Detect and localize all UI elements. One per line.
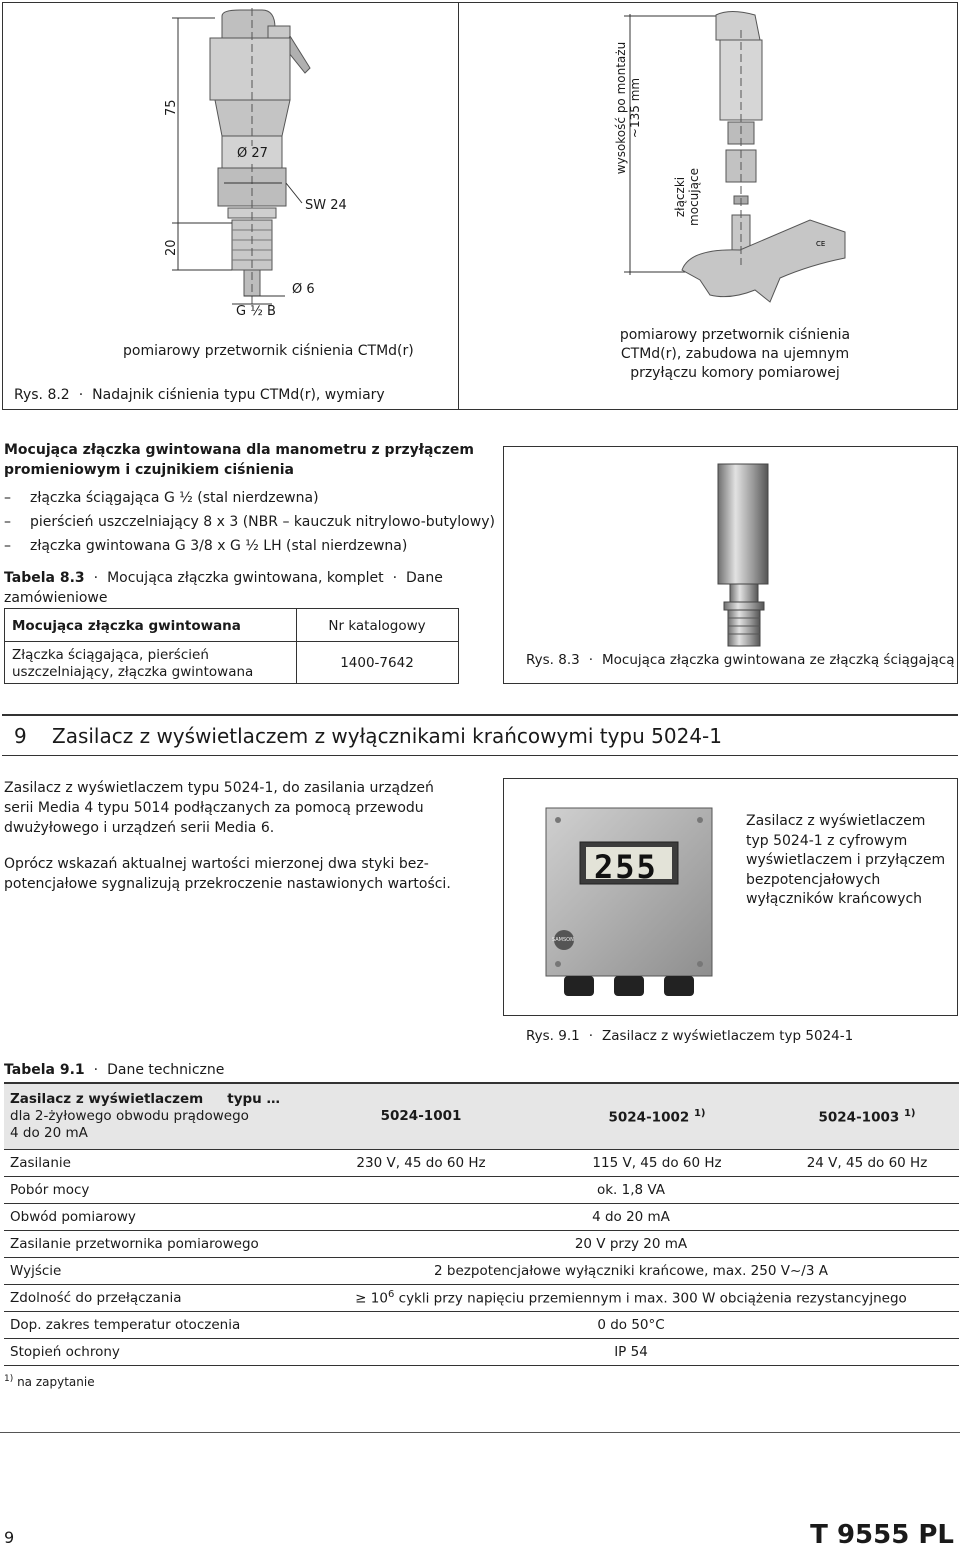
para-line: Zasilacz z wyświetlaczem typu 5024-1, do zasilania urządzeń (4, 780, 434, 796)
table-row (4, 1311, 959, 1338)
sec8-heading (4, 440, 474, 480)
bullet-dash: – (4, 490, 11, 506)
fittings-label-line2: mocujące (687, 168, 701, 226)
table-8-3-row-value: 1400-7642 (340, 655, 414, 671)
row-text-line1: Złączka ściągająca, pierścień (12, 647, 209, 663)
dim-d27: Ø 27 (237, 146, 268, 161)
header-typ: typu … (227, 1090, 280, 1107)
fittings-label-line1: złączki (673, 176, 687, 218)
para-line: Oprócz wskazań aktualnej wartości mierzonej dwa styki bez- (4, 856, 429, 872)
row-label: Zasilanie (10, 1154, 71, 1171)
table-header-row (4, 1083, 959, 1149)
pressure-transmitter-drawing (160, 8, 360, 323)
rys-title: Mocująca złączka gwintowana ze złączką ściągającą (602, 652, 955, 668)
table-label: Tabela 8.3 (4, 570, 85, 586)
caption-right (560, 326, 910, 383)
row-value: 4 do 20 mA (592, 1208, 670, 1225)
table-9-1 (4, 1082, 959, 1366)
caption-right-line2: CTMd(r), zabudowa na ujemnym (620, 346, 850, 362)
table-title: Mocująca złączka gwintowana, komplet (107, 570, 384, 586)
row-text-line2: uszczelniający, złączka gwintowana (12, 664, 254, 680)
row-label: Zasilanie przetwornika pomiarowego (10, 1235, 259, 1252)
sec9-para1 (4, 778, 434, 838)
list-item (4, 534, 495, 558)
caption-line: Zasilacz z wyświetlaczem (746, 813, 926, 829)
table-title-3: zamówieniowe (4, 590, 108, 606)
footer-rule (0, 1432, 960, 1433)
page-number: 9 (4, 1528, 15, 1547)
header-label-1: Zasilacz z wyświetlaczem (10, 1090, 204, 1107)
row-value: IP 54 (614, 1343, 648, 1360)
footnote-sup: 1) (693, 1107, 706, 1119)
value-base: 10 (370, 1290, 388, 1307)
table-9-1-title: Tabela 9.1 · Dane techniczne (4, 1062, 225, 1078)
footnote-mark: 1) (4, 1374, 14, 1384)
row-value: 230 V, 45 do 60 Hz (356, 1154, 486, 1171)
sec8-heading-line2: promieniowym i czujnikiem ciśnienia (4, 462, 294, 478)
list-item (4, 510, 495, 534)
row-label: Dop. zakres temperatur otoczenia (10, 1316, 241, 1333)
dim-20: 20 (164, 239, 179, 256)
fig9-side-caption (746, 812, 945, 910)
footnote (4, 1374, 95, 1389)
table-title-2: Dane (406, 570, 443, 586)
caption-right-line3: przyłączu komory pomiarowej (630, 365, 840, 381)
table-row (4, 1230, 959, 1257)
height-label-line2: ~135 mm (628, 77, 642, 139)
list-item-text: złączka gwintowana G 3/8 x G ½ LH (stal nierdzewna) (30, 538, 408, 554)
footnote-text: na zapytanie (17, 1375, 95, 1389)
para-line: serii Media 4 typu 5014 podłączanych za pomocą przewodu (4, 800, 424, 816)
sec8-heading-line1: Mocująca złączka gwintowana dla manometru z przyłączem (4, 442, 474, 458)
caption-left: pomiarowy przetwornik ciśnienia CTMd(r) (123, 343, 414, 359)
rys-label: Rys. 8.2 (14, 387, 70, 403)
section-title: Zasilacz z wyświetlaczem z wyłącznikami krańcowymi typu 5024-1 (52, 724, 722, 748)
row-label: Pobór mocy (10, 1181, 90, 1198)
header-label-2: dla 2-żyłowego obwodu prądowego (10, 1107, 249, 1124)
caption-line: wyłączników krańcowych (746, 891, 923, 907)
brand-label: SAMSON (552, 937, 574, 943)
display-value: 255 (594, 848, 658, 886)
rys-8-2-caption: Rys. 8.2 · Nadajnik ciśnienia typu CTMd(r), wymiary (14, 387, 385, 403)
section-number: 9 (14, 724, 27, 748)
caption-right-line1: pomiarowy przetwornik ciśnienia (619, 327, 851, 343)
type-1003: 5024-1003 (818, 1109, 900, 1125)
row-value (303, 1284, 959, 1311)
row-value: 115 V, 45 do 60 Hz (592, 1154, 722, 1171)
list-item-text: pierścień uszczelniający 8 x 3 (NBR – kauczuk nitrylowo-butylowy) (30, 514, 495, 530)
caption-line: bezpotencjałowych (746, 871, 881, 888)
table-label: Tabela 9.1 (4, 1062, 85, 1078)
table-row (4, 1149, 959, 1176)
dim-thread: G ½ B (236, 304, 276, 319)
dim-sw24: SW 24 (305, 198, 347, 213)
table-row (4, 1203, 959, 1230)
rys-9-1-caption: Rys. 9.1 · Zasilacz z wyświetlaczem typ 5024-1 (526, 1028, 854, 1044)
type-1001: 5024-1001 (380, 1108, 462, 1125)
rys-title: Zasilacz z wyświetlaczem typ 5024-1 (602, 1028, 854, 1044)
ge-symbol: ≥ (355, 1290, 367, 1307)
table-row (4, 1338, 959, 1365)
bullet-dash: – (4, 538, 11, 554)
table-row (4, 1284, 959, 1311)
footnote-sup: 1) (903, 1107, 916, 1119)
row-value: ok. 1,8 VA (596, 1181, 666, 1198)
caption-line: wyświetlaczem i przyłączem (746, 852, 946, 868)
row-label: Wyjście (10, 1262, 62, 1279)
row-label: Zdolność do przełączania (10, 1289, 182, 1306)
table-8-3 (4, 608, 459, 684)
value-exp: 6 (387, 1288, 395, 1300)
caption-line: typ 5024-1 z cyfrowym (746, 832, 908, 849)
dim-d6: Ø 6 (292, 282, 315, 297)
fittings-label (673, 162, 701, 232)
dim-75: 75 (164, 99, 179, 116)
table-8-3-title: Tabela 8.3 · Mocująca złączka gwintowana, komplet · Dane zamówieniowe (4, 568, 459, 608)
rys-title: Nadajnik ciśnienia typu CTMd(r), wymiary (92, 387, 385, 403)
installation-drawing (620, 10, 855, 310)
sec9-para2 (4, 854, 451, 894)
row-value: 24 V, 45 do 60 Hz (806, 1154, 928, 1171)
sec8-list (4, 486, 495, 558)
table-8-3-col2: Nr katalogowy (328, 618, 426, 634)
type-1002: 5024-1002 (608, 1109, 690, 1125)
para-line: dwużyłowego i urządzeń serii Media 6. (4, 820, 275, 836)
value-rest: cykli przy napięciu przemiennym i max. 300 W obciążenia rezystancyjnego (398, 1290, 907, 1307)
header-label-3: 4 do 20 mA (10, 1124, 88, 1141)
row-label: Stopień ochrony (10, 1343, 120, 1360)
rys-8-3-caption: Rys. 8.3 · Mocująca złączka gwintowana ze złączką ściągającą (526, 652, 955, 668)
doc-number: T 9555 PL (810, 1520, 954, 1550)
list-item (4, 486, 495, 510)
para-line: potencjałowe sygnalizują przekroczenie nastawionych wartości. (4, 876, 451, 892)
table-8-3-col1: Mocująca złączka gwintowana (12, 618, 241, 634)
table-title: Dane techniczne (107, 1062, 225, 1078)
rys-label: Rys. 9.1 (526, 1028, 580, 1044)
row-label: Obwód pomiarowy (10, 1208, 136, 1225)
svg-text:CE: CE (816, 240, 826, 248)
table-row (4, 1257, 959, 1284)
bullet-dash: – (4, 514, 11, 530)
row-value: 20 V przy 20 mA (574, 1235, 688, 1252)
table-row (4, 1176, 959, 1203)
rys-label: Rys. 8.3 (526, 652, 580, 668)
row-value: 0 do 50°C (597, 1316, 665, 1333)
row-value: 2 bezpotencjałowe wyłączniki krańcowe, max. 250 V~/3 A (434, 1262, 828, 1279)
table-8-3-row-text (12, 647, 253, 681)
height-label-line1: wysokość po montażu (614, 41, 628, 175)
display-device-photo (540, 792, 720, 1012)
fitting-photo (710, 456, 780, 656)
height-label (614, 38, 642, 178)
list-item-text: złączka ściągająca G ½ (stal nierdzewna) (30, 490, 319, 506)
section-9-heading (2, 714, 958, 756)
